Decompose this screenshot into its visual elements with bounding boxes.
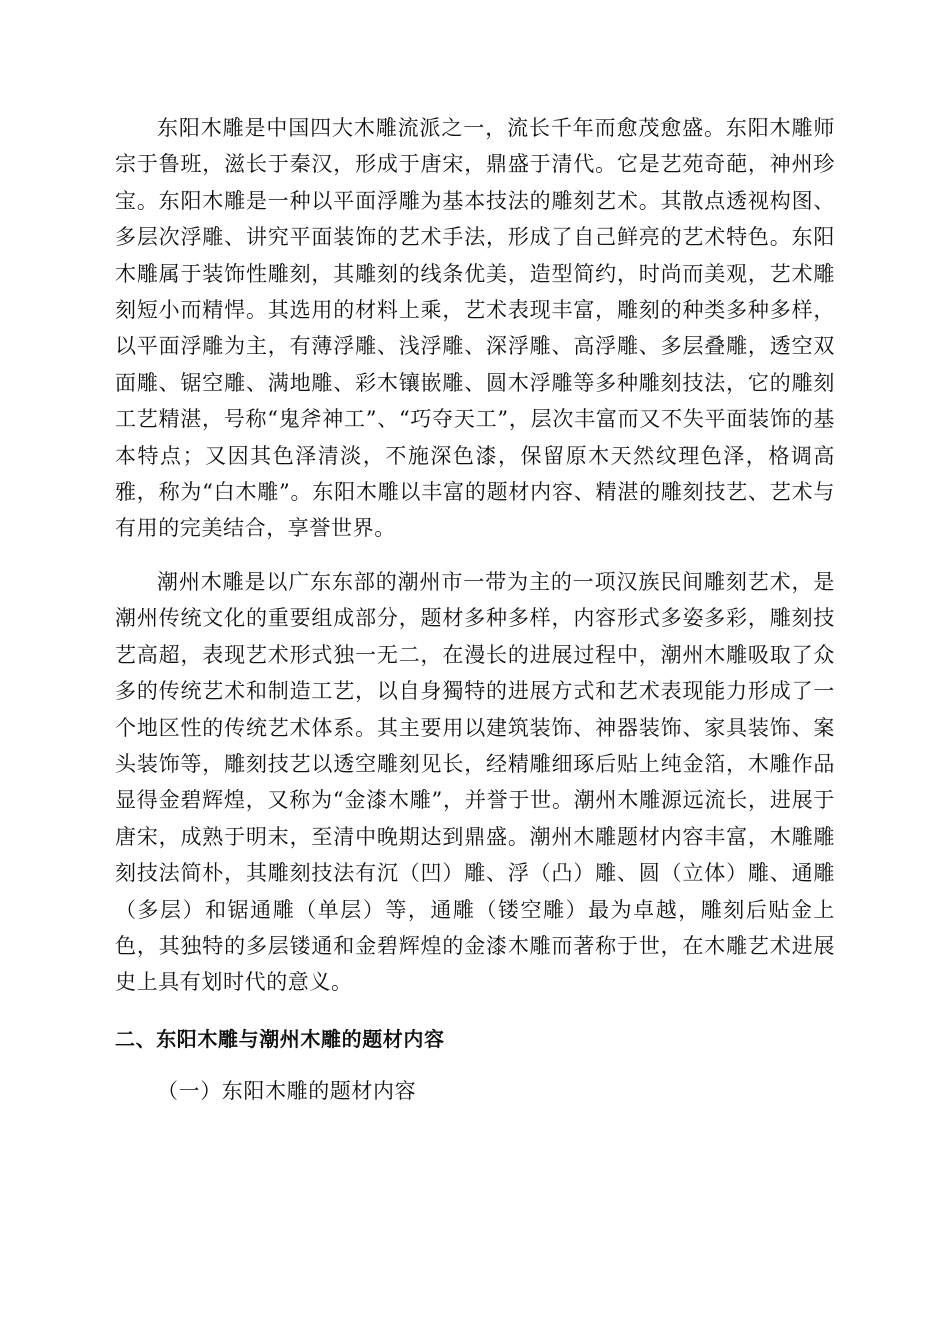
document-page xyxy=(115,110,835,1109)
subsection-heading: （一）东阳木雕的题材内容 xyxy=(157,1078,417,1103)
paragraph-chaozhou-intro: 潮州木雕是以广东东部的潮州市一带为主的一项汉族民间雕刻艺术，是潮州传统文化的重要组成部分，题材多种多样，内容形式多姿多彩，雕刻技艺高超，表现艺术形式独一无二，在漫长的进展过程中，潮州木雕吸取了众多的传统艺术和制造工艺，以自身獨特的进展方式和艺术表现能力形成了一个地区性的传统艺术体系。其主要用以建筑装饰、神器装饰、家具装饰、案头装饰等，雕刻技艺以透空雕刻见长，经精雕细琢后贴上纯金箔，木雕作品显得金碧辉煌，又称为“金漆木雕”，并誉于世。潮州木雕源远流长，进展于唐宋，成熟于明末，至清中晚期达到鼎盛。潮州木雕题材内容丰富，木雕雕刻技法简朴，其雕刻技法有沉（凹）雕、浮（凸）雕、圆（立体）雕、通雕（多层）和锯通雕（单层）等，通雕（镂空雕）最为卓越，雕刻后贴金上色，其独特的多层镂通和金碧辉煌的金漆木雕而著称于世，在木雕艺术进展史上具有划时代的意义。 xyxy=(115,569,835,995)
paragraph-dongyang-intro: 东阳木雕是中国四大木雕流派之一，流长千年而愈茂愈盛。东阳木雕师宗于鲁班，滋长于秦汉，形成于唐宋，鼎盛于清代。它是艺苑奇葩，神州珍宝。东阳木雕是一种以平面浮雕为基本技法的雕刻艺术。其散点透视构图、多层次浮雕、讲究平面装饰的艺术手法，形成了自己鲜亮的艺术特色。东阳木雕属于装饰性雕刻，其雕刻的线条优美，造型简约，时尚而美观，艺术雕刻短小而精悍。其选用的材料上乘，艺术表现丰富，雕刻的种类多种多样，以平面浮雕为主，有薄浮雕、浅浮雕、深浮雕、高浮雕、多层叠雕，透空双面雕、锯空雕、满地雕、彩木镶嵌雕、圆木浮雕等多种雕刻技法，它的雕刻工艺精湛，号称“鬼斧神工”、“巧夺天工”，层次丰富而又不失平面装饰的基本特点；又因其色泽清淡，不施深色漆，保留原木天然纹理色泽，格调高雅，称为“白木雕”。东阳木雕以丰富的题材内容、精湛的雕刻技艺、艺术与有用的完美结合，享誉世界。 xyxy=(115,116,835,541)
section-heading: 二、东阳木雕与潮州木雕的题材内容 xyxy=(115,1026,445,1051)
